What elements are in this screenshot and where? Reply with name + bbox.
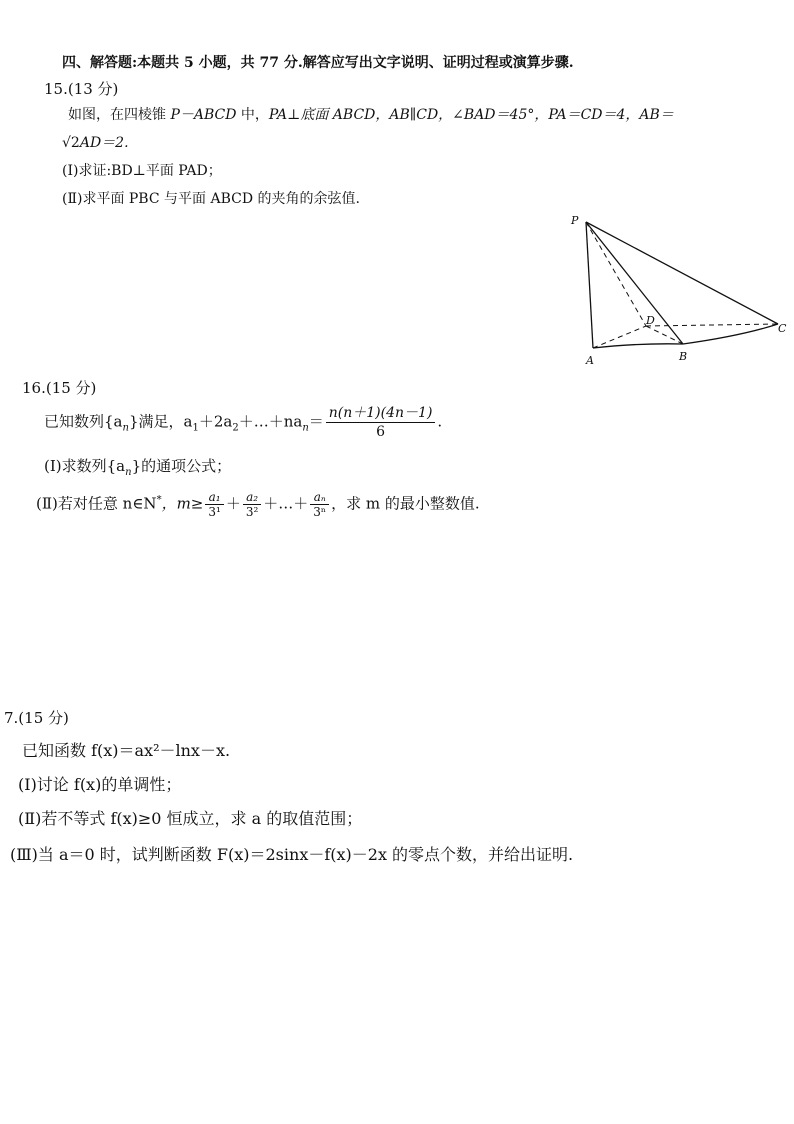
problem-17-part3: (Ⅲ)当 a＝0 时，试判断函数 F(x)＝2sinx－f(x)－2x 的零点个数，并给出证明. — [10, 845, 574, 864]
p16-t3-num: aₙ — [310, 490, 329, 505]
p16-part1-b: }的通项公式； — [131, 457, 232, 475]
problem-16-header: 16.(15 分) — [22, 379, 97, 397]
p16-sub-2: 2 — [232, 422, 239, 434]
p16-part2-a: (Ⅱ)若对任意 n∈N — [36, 494, 157, 513]
edge-PA — [586, 222, 593, 348]
p16-frac-num: n(n＋1)(4n－1) — [326, 404, 436, 423]
p16-fraction — [326, 404, 436, 441]
p16-given-e: ＝ — [308, 412, 324, 431]
label-D: D — [646, 314, 655, 327]
p16-part2-end: ，求 m 的最小整数值. — [331, 494, 480, 513]
problem-15-intro-b: P－ABCD — [170, 107, 237, 123]
edge-DC — [646, 324, 778, 326]
section-heading: 四、解答题:本题共 5 小题，共 77 分.解答应写出文字说明、证明过程或演算步骤. — [62, 55, 574, 71]
problem-17-header: 7.(15 分) — [4, 709, 69, 727]
problem-16-part1 — [44, 455, 231, 478]
p16-given-b: }满足，a — [128, 412, 193, 431]
problem-17-given: 已知函数 f(x)＝ax²－lnx－x. — [22, 741, 231, 760]
p16-part2-b: ，m≥ — [161, 494, 204, 513]
problem-15-intro-d: PA⊥底面 ABCD，AB∥CD，∠BAD＝45°，PA＝CD＝4，AB＝ — [268, 107, 674, 123]
edge-BC — [683, 324, 778, 344]
p16-part2-star: * — [156, 494, 162, 506]
p16-given-end: . — [437, 412, 443, 431]
p16-t3-den: 3ⁿ — [313, 505, 327, 519]
edge-AB — [593, 344, 683, 348]
p16-term2 — [243, 490, 261, 519]
p16-term3 — [310, 490, 329, 519]
p16-frac-den: 6 — [376, 424, 386, 440]
p16-t2-den: 3² — [245, 505, 259, 519]
problem-15-sqrt2: √2 — [62, 135, 80, 151]
label-A: A — [586, 354, 594, 367]
p16-given-c: ＋2a — [198, 412, 233, 431]
problem-15-line2 — [62, 132, 129, 152]
p16-part1-a: (Ⅰ)求数列{a — [44, 457, 126, 475]
label-C: C — [778, 322, 787, 335]
problem-16-given — [44, 404, 442, 441]
p16-sub-1: 1 — [192, 422, 199, 434]
p16-sub-n2: n — [302, 422, 309, 434]
problem-15-line2-b: AD＝2. — [79, 135, 129, 151]
pyramid-figure — [566, 208, 788, 370]
edge-DB — [646, 326, 683, 344]
p16-given-a: 已知数列{a — [44, 412, 123, 431]
problem-17-part2: (Ⅱ)若不等式 f(x)≥0 恒成立，求 a 的取值范围； — [18, 809, 363, 828]
edge-PC — [586, 222, 778, 324]
p16-term1 — [205, 490, 223, 519]
label-P: P — [571, 214, 579, 227]
problem-15-part1: (Ⅰ)求证:BD⊥平面 PAD； — [62, 163, 222, 179]
problem-16-part2: (Ⅱ)若对任意 n∈N*，m≥ $\frac{\text{a₁}}{\text{3¹}}$ ＋ $\frac{\text{a₂}}{\text{3²}}$ ＋…＋ $\frac{\text{aₙ}}{\text{3ⁿ}}$ ，求 m 的最小整数值. — [36, 490, 480, 519]
p16-given-d: ＋…＋na — [238, 412, 303, 431]
label-B: B — [679, 350, 688, 363]
problem-15-intro — [68, 104, 674, 124]
problem-17-part1: (Ⅰ)讨论 f(x)的单调性； — [18, 775, 182, 794]
problem-15-header: 15.(13 分) — [44, 80, 119, 98]
problem-15-intro-a: 如图，在四棱锥 — [68, 107, 171, 123]
p16-t1-den: 3¹ — [208, 505, 221, 519]
problem-15-intro-c: 中， — [236, 107, 269, 123]
p16-t1-num: a₁ — [205, 490, 223, 505]
p16-t2-num: a₂ — [243, 490, 261, 505]
p16-given-sub-n: n — [122, 422, 129, 434]
problem-15-part2: (Ⅱ)求平面 PBC 与平面 ABCD 的夹角的余弦值. — [62, 191, 360, 207]
p16-dots: ＋…＋ — [263, 494, 309, 513]
p16-part1-sub: n — [125, 467, 132, 478]
